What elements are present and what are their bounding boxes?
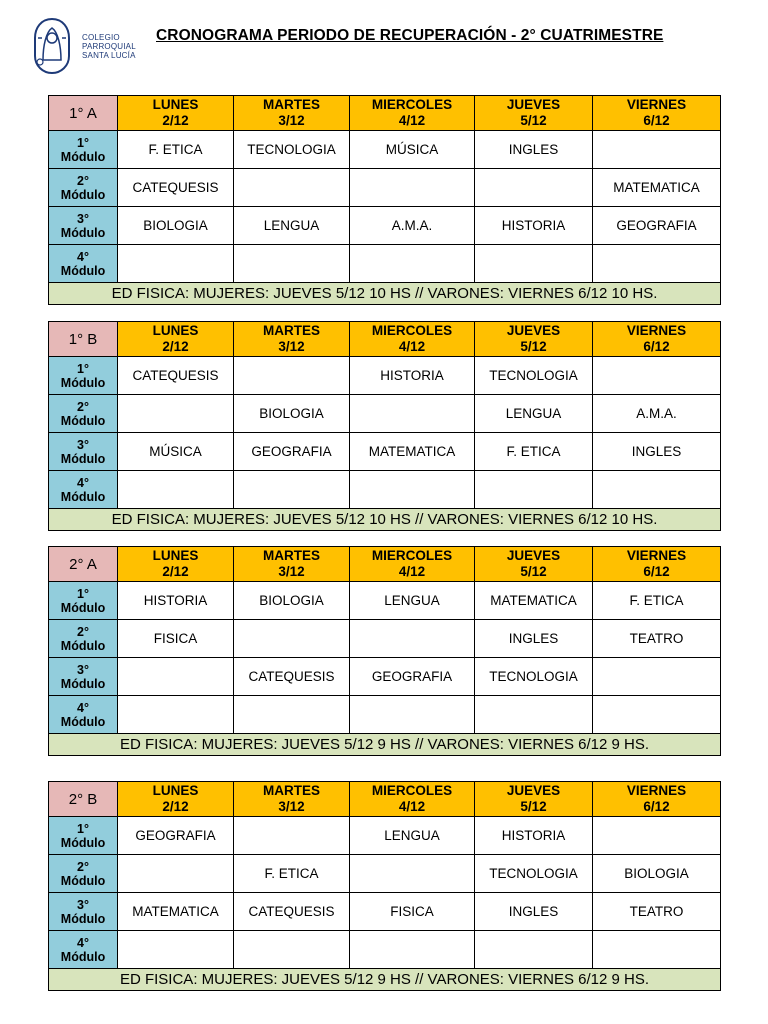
day-header-lunes: LUNES 2/12 (118, 96, 234, 131)
day-header-viernes: VIERNES 6/12 (593, 322, 721, 357)
module-label: 3° Módulo (49, 893, 118, 931)
subject-cell (350, 620, 475, 658)
subject-cell (234, 931, 350, 969)
subject-cell: CATEQUESIS (118, 357, 234, 395)
module-row-1 (49, 357, 721, 395)
subject-cell: CATEQUESIS (118, 169, 234, 207)
subject-cell (475, 931, 593, 969)
subject-cell: HISTORIA (475, 817, 593, 855)
subject-cell (234, 696, 350, 734)
module-row-4 (49, 245, 721, 283)
schedule-table-1b (48, 321, 721, 531)
subject-cell (234, 620, 350, 658)
subject-cell: CATEQUESIS (234, 893, 350, 931)
subject-cell: BIOLOGIA (234, 582, 350, 620)
module-row-4 (49, 931, 721, 969)
subject-cell: TECNOLOGIA (475, 855, 593, 893)
subject-cell: MÚSICA (118, 433, 234, 471)
day-header-jueves: JUEVES 5/12 (475, 322, 593, 357)
day-header-martes: MARTES 3/12 (234, 322, 350, 357)
subject-cell: A.M.A. (593, 395, 721, 433)
day-header-martes: MARTES 3/12 (234, 782, 350, 817)
subject-cell: GEOGRAFIA (118, 817, 234, 855)
day-header-jueves: JUEVES 5/12 (475, 96, 593, 131)
subject-cell: GEOGRAFIA (593, 207, 721, 245)
course-label: 1° B (49, 322, 118, 357)
subject-cell (118, 245, 234, 283)
subject-cell: HISTORIA (475, 207, 593, 245)
day-header-martes: MARTES 3/12 (234, 547, 350, 582)
subject-cell: FISICA (118, 620, 234, 658)
subject-cell (118, 855, 234, 893)
subject-cell: BIOLOGIA (593, 855, 721, 893)
subject-cell (593, 357, 721, 395)
module-row-1 (49, 582, 721, 620)
module-label: 2° Módulo (49, 620, 118, 658)
day-header-viernes: VIERNES 6/12 (593, 96, 721, 131)
subject-cell: TECNOLOGIA (234, 131, 350, 169)
subject-cell (593, 658, 721, 696)
subject-cell (475, 169, 593, 207)
subject-cell (593, 817, 721, 855)
day-header-row (49, 547, 721, 582)
module-row-2 (49, 169, 721, 207)
subject-cell (593, 931, 721, 969)
subject-cell (350, 696, 475, 734)
module-label: 4° Módulo (49, 931, 118, 969)
module-row-3 (49, 893, 721, 931)
module-label: 3° Módulo (49, 433, 118, 471)
logo-text: COLEGIO PARROQUIAL SANTA LUCÍA (82, 32, 136, 60)
physical-education-note: ED FISICA: MUJERES: JUEVES 5/12 10 HS // VARONES: VIERNES 6/12 10 HS. (49, 509, 721, 531)
subject-cell: INGLES (475, 131, 593, 169)
day-header-viernes: VIERNES 6/12 (593, 547, 721, 582)
subject-cell: INGLES (475, 620, 593, 658)
subject-cell (118, 471, 234, 509)
day-header-viernes: VIERNES 6/12 (593, 782, 721, 817)
subject-cell: F. ETICA (118, 131, 234, 169)
subject-cell: INGLES (475, 893, 593, 931)
course-label: 2° B (49, 782, 118, 817)
day-header-lunes: LUNES 2/12 (118, 782, 234, 817)
day-header-lunes: LUNES 2/12 (118, 322, 234, 357)
module-row-3 (49, 658, 721, 696)
subject-cell: INGLES (593, 433, 721, 471)
course-label: 1° A (49, 96, 118, 131)
day-header-jueves: JUEVES 5/12 (475, 547, 593, 582)
subject-cell (350, 169, 475, 207)
subject-cell: MATEMATICA (118, 893, 234, 931)
module-row-4 (49, 696, 721, 734)
subject-cell: MATEMATICA (350, 433, 475, 471)
subject-cell (475, 696, 593, 734)
module-label: 4° Módulo (49, 245, 118, 283)
module-label: 1° Módulo (49, 357, 118, 395)
module-row-4 (49, 471, 721, 509)
subject-cell: TECNOLOGIA (475, 357, 593, 395)
subject-cell (350, 395, 475, 433)
subject-cell: BIOLOGIA (234, 395, 350, 433)
subject-cell (593, 696, 721, 734)
subject-cell: TEATRO (593, 620, 721, 658)
module-label: 1° Módulo (49, 131, 118, 169)
subject-cell (593, 471, 721, 509)
subject-cell: MATEMATICA (593, 169, 721, 207)
module-row-2 (49, 395, 721, 433)
day-header-lunes: LUNES 2/12 (118, 547, 234, 582)
module-label: 1° Módulo (49, 582, 118, 620)
module-label: 1° Módulo (49, 817, 118, 855)
module-row-3 (49, 207, 721, 245)
subject-cell (234, 245, 350, 283)
module-label: 2° Módulo (49, 855, 118, 893)
course-label: 2° A (49, 547, 118, 582)
subject-cell (593, 131, 721, 169)
footer-row (49, 509, 721, 531)
subject-cell (593, 245, 721, 283)
module-label: 4° Módulo (49, 471, 118, 509)
subject-cell: MATEMATICA (475, 582, 593, 620)
footer-row (49, 969, 721, 991)
subject-cell: CATEQUESIS (234, 658, 350, 696)
day-header-row (49, 782, 721, 817)
module-label: 3° Módulo (49, 658, 118, 696)
physical-education-note: ED FISICA: MUJERES: JUEVES 5/12 9 HS // VARONES: VIERNES 6/12 9 HS. (49, 734, 721, 756)
module-row-3 (49, 433, 721, 471)
module-label: 4° Módulo (49, 696, 118, 734)
subject-cell: MÚSICA (350, 131, 475, 169)
module-label: 3° Módulo (49, 207, 118, 245)
day-header-miercoles: MIERCOLES 4/12 (350, 782, 475, 817)
day-header-jueves: JUEVES 5/12 (475, 782, 593, 817)
day-header-martes: MARTES 3/12 (234, 96, 350, 131)
day-header-row (49, 322, 721, 357)
module-label: 2° Módulo (49, 169, 118, 207)
subject-cell (350, 245, 475, 283)
day-header-miercoles: MIERCOLES 4/12 (350, 96, 475, 131)
footer-row (49, 734, 721, 756)
subject-cell (118, 696, 234, 734)
subject-cell: HISTORIA (350, 357, 475, 395)
subject-cell (475, 471, 593, 509)
module-row-2 (49, 855, 721, 893)
module-row-1 (49, 817, 721, 855)
subject-cell: GEOGRAFIA (350, 658, 475, 696)
subject-cell: LENGUA (234, 207, 350, 245)
footer-row (49, 283, 721, 305)
schedule-table-1a (48, 95, 721, 305)
subject-cell (118, 658, 234, 696)
subject-cell: F. ETICA (234, 855, 350, 893)
subject-cell (234, 471, 350, 509)
day-header-row (49, 96, 721, 131)
subject-cell: LENGUA (475, 395, 593, 433)
subject-cell: TEATRO (593, 893, 721, 931)
schedule-table-2a (48, 546, 721, 756)
santa-lucia-seal-icon (26, 16, 78, 76)
subject-cell (350, 471, 475, 509)
subject-cell (118, 395, 234, 433)
subject-cell: GEOGRAFIA (234, 433, 350, 471)
subject-cell: A.M.A. (350, 207, 475, 245)
subject-cell (350, 855, 475, 893)
subject-cell: LENGUA (350, 817, 475, 855)
physical-education-note: ED FISICA: MUJERES: JUEVES 5/12 9 HS // VARONES: VIERNES 6/12 9 HS. (49, 969, 721, 991)
subject-cell (234, 817, 350, 855)
subject-cell: FISICA (350, 893, 475, 931)
subject-cell (234, 357, 350, 395)
subject-cell: TECNOLOGIA (475, 658, 593, 696)
subject-cell (475, 245, 593, 283)
day-header-miercoles: MIERCOLES 4/12 (350, 547, 475, 582)
schedule-table-2b (48, 781, 721, 991)
subject-cell (234, 169, 350, 207)
subject-cell (118, 931, 234, 969)
school-logo (26, 14, 146, 78)
day-header-miercoles: MIERCOLES 4/12 (350, 322, 475, 357)
subject-cell: LENGUA (350, 582, 475, 620)
document-title: CRONOGRAMA PERIODO DE RECUPERACIÓN - 2° CUATRIMESTRE (156, 27, 664, 44)
subject-cell: F. ETICA (593, 582, 721, 620)
physical-education-note: ED FISICA: MUJERES: JUEVES 5/12 10 HS // VARONES: VIERNES 6/12 10 HS. (49, 283, 721, 305)
subject-cell: HISTORIA (118, 582, 234, 620)
module-label: 2° Módulo (49, 395, 118, 433)
subject-cell (350, 931, 475, 969)
subject-cell: BIOLOGIA (118, 207, 234, 245)
module-row-2 (49, 620, 721, 658)
subject-cell: F. ETICA (475, 433, 593, 471)
module-row-1 (49, 131, 721, 169)
